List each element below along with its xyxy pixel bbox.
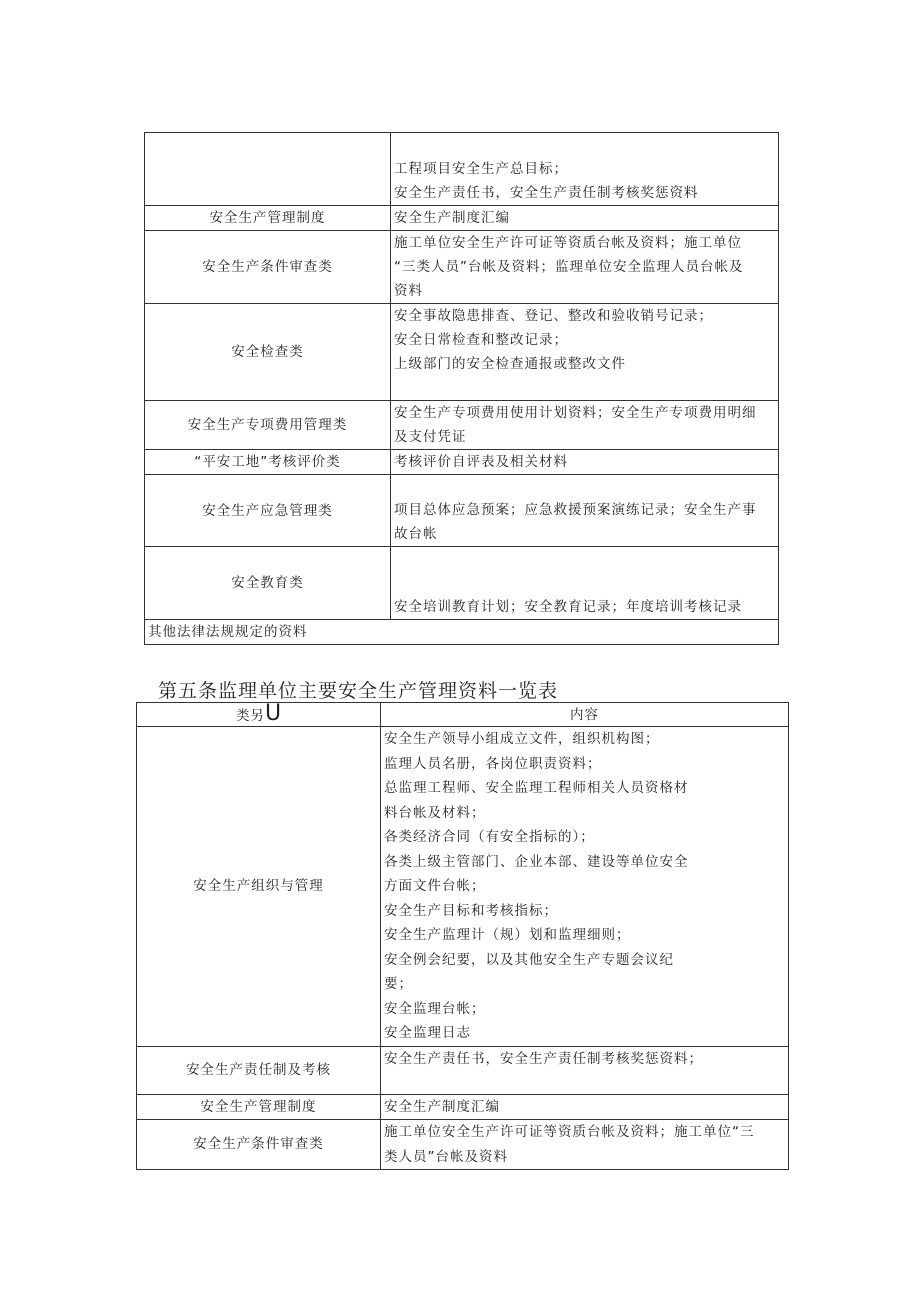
- category-cell: 安全生产管理制度: [137, 1094, 381, 1120]
- category-cell: 安全生产专项费用管理类: [145, 401, 391, 450]
- content-cell: 安全生产制度汇编: [381, 1094, 789, 1120]
- safety-materials-table-2: [136, 702, 789, 1170]
- table-row: [137, 1046, 789, 1094]
- content-cell: 施工单位安全生产许可证等资质台帐及资料；施工单位 “三类人员”台帐及资料；监理单位安全监理人员台帐及 资料: [391, 231, 779, 304]
- table-row: [145, 304, 779, 401]
- content-cell: 工程项目安全生产总目标； 安全生产责任书，安全生产责任制考核奖惩资料: [391, 133, 779, 206]
- table-row: [137, 1094, 789, 1120]
- table-row: [145, 206, 779, 231]
- category-cell: 安全生产管理制度: [145, 206, 391, 231]
- table-footer-row: [145, 620, 779, 645]
- content-cell: 安全生产领导小组成立文件，组织机构图； 监理人员名册，各岗位职责资料； 总监理工程师、安全监理工程师相关人员资格材 料台帐及材料； 各类经济合同（有安全指标的）； 各类上级主管部门、企业本部、建设等单位安全 方面文件台帐； 安全生产目标和考核指标； 安全生产监理计（规）划和监理细则； 安全例会纪要，以及其他安全生产专题会议纪 要； 安全监理台帐； 安全监理日志: [381, 727, 789, 1047]
- category-cell: [145, 133, 391, 206]
- table-row: [145, 475, 779, 547]
- table-row: [145, 547, 779, 620]
- category-cell: “平安工地”考核评价类: [145, 450, 391, 475]
- content-cell: 安全生产制度汇编: [391, 206, 779, 231]
- content-cell: 安全培训教育计划；安全教育记录；年度培训考核记录: [391, 547, 779, 620]
- footer-cell: 其他法律法规规定的资料: [145, 620, 779, 645]
- category-cell: 安全生产条件审查类: [137, 1120, 381, 1170]
- category-cell: 安全检查类: [145, 304, 391, 401]
- table-row: [137, 1120, 789, 1170]
- table-row: [137, 727, 789, 1047]
- content-cell: 考核评价自评表及相关材料: [391, 450, 779, 475]
- safety-materials-table-1: [144, 132, 779, 645]
- content-cell: 项目总体应急预案；应急救援预案演练记录；安全生产事 故台帐: [391, 475, 779, 547]
- table-row: [145, 401, 779, 450]
- category-cell: 安全教育类: [145, 547, 391, 620]
- table-header-row: [137, 703, 789, 727]
- section-heading: 第五条监理单位主要安全生产管理资料一览表: [158, 680, 559, 702]
- content-cell: 安全生产专项费用使用计划资料；安全生产专项费用明细 及支付凭证: [391, 401, 779, 450]
- category-cell: 安全生产组织与管理: [137, 727, 381, 1047]
- category-cell: 安全生产责任制及考核: [137, 1046, 381, 1094]
- content-cell: 安全生产责任书，安全生产责任制考核奖惩资料；: [381, 1046, 789, 1094]
- table-row: [145, 231, 779, 304]
- table-row: [145, 133, 779, 206]
- header-content: 内容: [381, 703, 789, 727]
- category-cell: 安全生产条件审查类: [145, 231, 391, 304]
- content-cell: 安全事故隐患排查、登记、整改和验收销号记录； 安全日常检查和整改记录； 上级部门的安全检查通报或整改文件: [391, 304, 779, 401]
- table-row: [145, 450, 779, 475]
- header-category: 类另U: [137, 703, 381, 727]
- category-cell: 安全生产应急管理类: [145, 475, 391, 547]
- content-cell: 施工单位安全生产许可证等资质台帐及资料；施工单位“三 类人员”台帐及资料: [381, 1120, 789, 1170]
